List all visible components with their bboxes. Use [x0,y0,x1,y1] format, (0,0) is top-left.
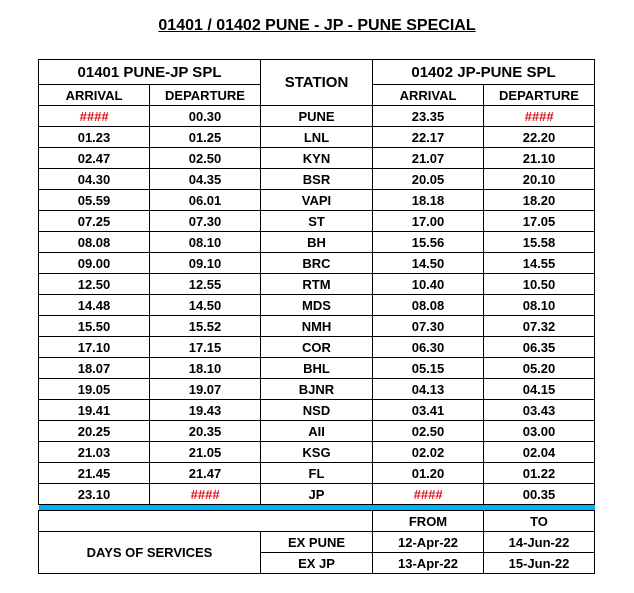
left-departure-cell: 19.07 [150,379,261,400]
right-arrival-cell: 01.20 [373,463,484,484]
left-arrival-cell: 23.10 [39,484,150,505]
left-arrival-cell: 04.30 [39,169,150,190]
right-departure-cell: 17.05 [484,211,595,232]
service-from: 13-Apr-22 [373,553,484,574]
right-departure-cell: 00.35 [484,484,595,505]
table-row [39,127,595,148]
left-arrival-cell: 19.05 [39,379,150,400]
table-row [39,400,595,421]
right-arrival-cell: 22.17 [373,127,484,148]
right-arrival-cell: 15.56 [373,232,484,253]
station-cell: NMH [261,316,373,337]
left-arrival-cell: 20.25 [39,421,150,442]
left-departure-cell: 14.50 [150,295,261,316]
table-row [39,106,595,127]
station-cell: PUNE [261,106,373,127]
left-arrival-cell: 15.50 [39,316,150,337]
departure-header: DEPARTURE [484,85,595,106]
station-cell: COR [261,337,373,358]
left-departure-cell: 15.52 [150,316,261,337]
page-title: 01401 / 01402 PUNE - JP - PUNE SPECIAL [158,17,476,34]
left-departure-cell: 19.43 [150,400,261,421]
arrival-header: ARRIVAL [39,85,150,106]
right-departure-cell: 04.15 [484,379,595,400]
table-row [39,211,595,232]
right-departure-cell: 03.00 [484,421,595,442]
left-arrival-cell: 14.48 [39,295,150,316]
table-row [39,232,595,253]
left-train-header: 01401 PUNE-JP SPL [39,60,261,85]
table-row [39,484,595,505]
service-row [39,532,595,553]
right-arrival-cell: 04.13 [373,379,484,400]
right-departure-cell: 05.20 [484,358,595,379]
station-cell: BRC [261,253,373,274]
left-departure-cell: 01.25 [150,127,261,148]
station-cell: BH [261,232,373,253]
right-departure-cell: 07.32 [484,316,595,337]
right-departure-cell: 08.10 [484,295,595,316]
left-arrival-cell: 12.50 [39,274,150,295]
right-arrival-cell: 18.18 [373,190,484,211]
left-departure-cell: #### [150,484,261,505]
left-arrival-cell: 19.41 [39,400,150,421]
left-departure-cell: 21.05 [150,442,261,463]
right-departure-cell: 02.04 [484,442,595,463]
from-header: FROM [373,511,484,532]
station-cell: ST [261,211,373,232]
right-departure-cell: 21.10 [484,148,595,169]
right-arrival-cell: 07.30 [373,316,484,337]
station-cell: AII [261,421,373,442]
left-departure-cell: 08.10 [150,232,261,253]
left-departure-cell: 12.55 [150,274,261,295]
table-row [39,463,595,484]
left-arrival-cell: #### [39,106,150,127]
right-departure-cell: 18.20 [484,190,595,211]
station-cell: BJNR [261,379,373,400]
station-cell: BSR [261,169,373,190]
left-arrival-cell: 02.47 [39,148,150,169]
left-departure-cell: 07.30 [150,211,261,232]
right-departure-cell: 03.43 [484,400,595,421]
left-departure-cell: 21.47 [150,463,261,484]
right-arrival-cell: 05.15 [373,358,484,379]
service-name: EX PUNE [261,532,373,553]
right-arrival-cell: 20.05 [373,169,484,190]
table-row [39,169,595,190]
right-departure-cell: 14.55 [484,253,595,274]
table-row [39,421,595,442]
table-row [39,190,595,211]
left-departure-cell: 02.50 [150,148,261,169]
right-train-header: 01402 JP-PUNE SPL [373,60,595,85]
empty-cell [39,511,373,532]
station-cell: BHL [261,358,373,379]
left-departure-cell: 06.01 [150,190,261,211]
table-row [39,379,595,400]
arrival-header: ARRIVAL [373,85,484,106]
left-arrival-cell: 17.10 [39,337,150,358]
right-arrival-cell: 06.30 [373,337,484,358]
right-departure-cell: 06.35 [484,337,595,358]
right-arrival-cell: #### [373,484,484,505]
left-departure-cell: 20.35 [150,421,261,442]
left-arrival-cell: 09.00 [39,253,150,274]
left-arrival-cell: 21.03 [39,442,150,463]
right-departure-cell: 20.10 [484,169,595,190]
right-departure-cell: 10.50 [484,274,595,295]
service-name: EX JP [261,553,373,574]
right-arrival-cell: 21.07 [373,148,484,169]
days-of-services-label: DAYS OF SERVICES [39,532,261,574]
right-arrival-cell: 14.50 [373,253,484,274]
right-departure-cell: #### [484,106,595,127]
right-arrival-cell: 03.41 [373,400,484,421]
station-cell: MDS [261,295,373,316]
left-departure-cell: 18.10 [150,358,261,379]
right-arrival-cell: 02.50 [373,421,484,442]
left-arrival-cell: 07.25 [39,211,150,232]
left-arrival-cell: 05.59 [39,190,150,211]
timetable [38,59,595,574]
right-arrival-cell: 10.40 [373,274,484,295]
station-cell: JP [261,484,373,505]
left-arrival-cell: 18.07 [39,358,150,379]
table-row [39,295,595,316]
table-row [39,337,595,358]
left-departure-cell: 09.10 [150,253,261,274]
service-to: 14-Jun-22 [484,532,595,553]
table-row [39,274,595,295]
left-arrival-cell: 08.08 [39,232,150,253]
table-row [39,316,595,337]
right-arrival-cell: 08.08 [373,295,484,316]
right-arrival-cell: 17.00 [373,211,484,232]
left-departure-cell: 00.30 [150,106,261,127]
right-departure-cell: 15.58 [484,232,595,253]
service-to: 15-Jun-22 [484,553,595,574]
table-row [39,358,595,379]
station-cell: NSD [261,400,373,421]
station-cell: VAPI [261,190,373,211]
table-row [39,253,595,274]
left-departure-cell: 04.35 [150,169,261,190]
left-departure-cell: 17.15 [150,337,261,358]
to-header: TO [484,511,595,532]
station-cell: RTM [261,274,373,295]
departure-header: DEPARTURE [150,85,261,106]
station-cell: LNL [261,127,373,148]
right-arrival-cell: 02.02 [373,442,484,463]
station-cell: FL [261,463,373,484]
table-row [39,442,595,463]
right-arrival-cell: 23.35 [373,106,484,127]
station-header: STATION [261,60,373,106]
left-arrival-cell: 01.23 [39,127,150,148]
table-row [39,148,595,169]
right-departure-cell: 22.20 [484,127,595,148]
right-departure-cell: 01.22 [484,463,595,484]
left-arrival-cell: 21.45 [39,463,150,484]
station-cell: KSG [261,442,373,463]
station-cell: KYN [261,148,373,169]
service-from: 12-Apr-22 [373,532,484,553]
